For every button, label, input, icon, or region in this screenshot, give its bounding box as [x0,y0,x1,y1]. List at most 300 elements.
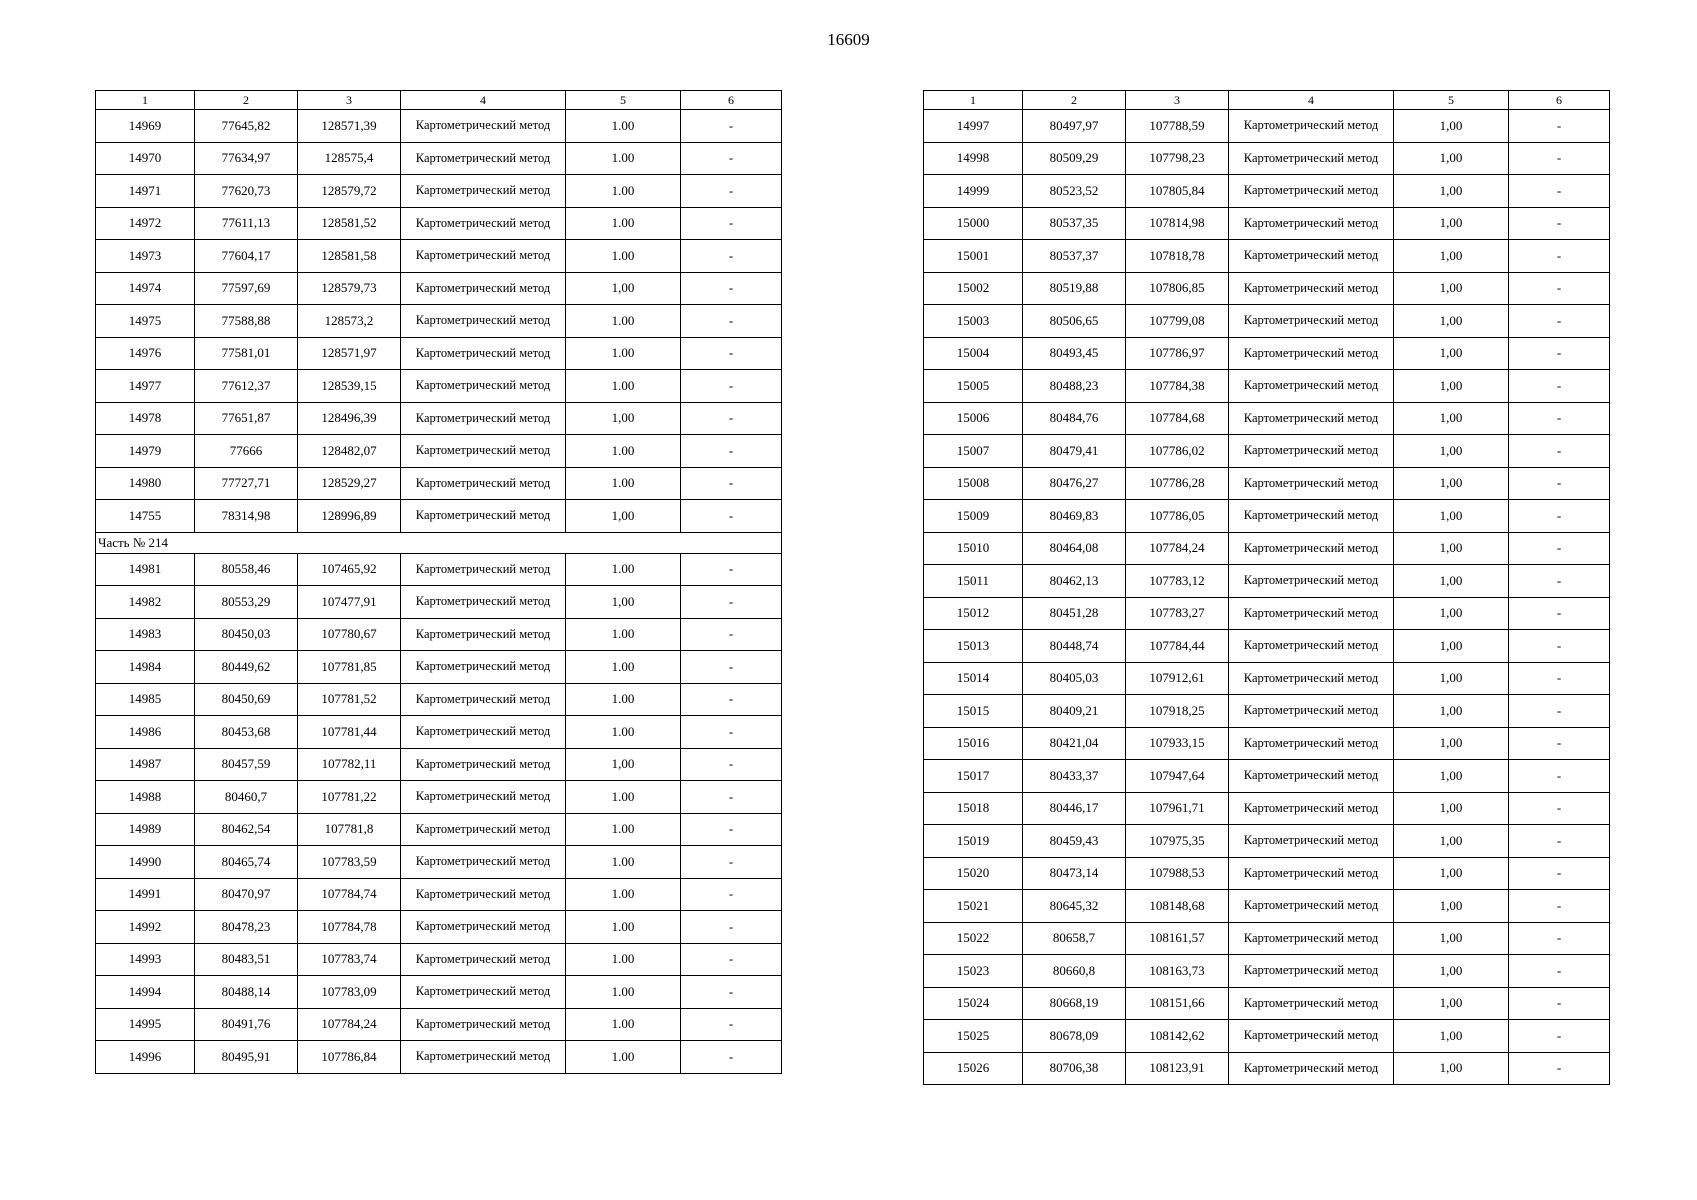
accuracy-cell: 1,00 [566,586,681,619]
method-cell: Картометрический метод [401,370,566,403]
description-cell: - [681,110,782,143]
point-number-cell: 14983 [96,618,195,651]
point-number-cell: 14982 [96,586,195,619]
x-coordinate-cell: 80523,52 [1023,175,1126,208]
point-number-cell: 15024 [924,987,1023,1020]
method-cell: Картометрический метод [1229,890,1394,923]
accuracy-cell: 1.00 [566,651,681,684]
method-cell: Картометрический метод [401,911,566,944]
x-coordinate-cell: 80668,19 [1023,987,1126,1020]
point-number-cell: 15014 [924,662,1023,695]
point-number-cell: 15005 [924,370,1023,403]
point-number-cell: 15022 [924,922,1023,955]
description-cell: - [681,500,782,533]
x-coordinate-cell: 80678,09 [1023,1020,1126,1053]
description-cell: - [1509,337,1610,370]
accuracy-cell: 1,00 [1394,597,1509,630]
method-cell: Картометрический метод [401,110,566,143]
point-number-cell: 15015 [924,695,1023,728]
accuracy-cell: 1.00 [566,240,681,273]
point-number-cell: 15020 [924,857,1023,890]
description-cell: - [681,402,782,435]
accuracy-cell: 1.00 [566,911,681,944]
description-cell: - [1509,467,1610,500]
description-cell: - [681,553,782,586]
method-cell: Картометрический метод [1229,337,1394,370]
method-cell: Картометрический метод [401,716,566,749]
section-row [96,532,782,553]
accuracy-cell: 1,00 [1394,890,1509,923]
column-header: 2 [1023,91,1126,110]
point-number-cell: 14976 [96,337,195,370]
method-cell: Картометрический метод [1229,987,1394,1020]
method-cell: Картометрический метод [401,337,566,370]
description-cell: - [681,911,782,944]
x-coordinate-cell: 80448,74 [1023,630,1126,663]
accuracy-cell: 1,00 [1394,857,1509,890]
point-number-cell: 15025 [924,1020,1023,1053]
method-cell: Картометрический метод [1229,922,1394,955]
y-coordinate-cell: 107781,22 [298,781,401,814]
point-number-cell: 15008 [924,467,1023,500]
y-coordinate-cell: 107784,68 [1126,402,1229,435]
method-cell: Картометрический метод [401,943,566,976]
description-cell: - [1509,175,1610,208]
x-coordinate-cell: 80450,03 [195,618,298,651]
y-coordinate-cell: 107784,78 [298,911,401,944]
description-cell: - [1509,955,1610,988]
description-cell: - [681,337,782,370]
method-cell: Картометрический метод [401,976,566,1009]
description-cell: - [1509,760,1610,793]
x-coordinate-cell: 80450,69 [195,683,298,716]
accuracy-cell: 1,00 [1394,272,1509,305]
x-coordinate-cell: 80473,14 [1023,857,1126,890]
accuracy-cell: 1,00 [1394,922,1509,955]
accuracy-cell: 1,00 [1394,532,1509,565]
y-coordinate-cell: 107786,84 [298,1041,401,1074]
table-row [924,662,1610,695]
point-number-cell: 15007 [924,435,1023,468]
point-number-cell: 15000 [924,207,1023,240]
point-number-cell: 14992 [96,911,195,944]
table-row [924,727,1610,760]
table-row [924,597,1610,630]
table-row [96,716,782,749]
table-row [924,110,1610,143]
description-cell: - [681,305,782,338]
point-number-cell: 15003 [924,305,1023,338]
table-row [924,890,1610,923]
y-coordinate-cell: 128573,2 [298,305,401,338]
description-cell: - [1509,857,1610,890]
point-number-cell: 14984 [96,651,195,684]
accuracy-cell: 1.00 [566,943,681,976]
column-header: 5 [1394,91,1509,110]
description-cell: - [1509,207,1610,240]
description-cell: - [681,272,782,305]
table-row [96,683,782,716]
accuracy-cell: 1,00 [1394,955,1509,988]
table-row [924,435,1610,468]
table-row [924,207,1610,240]
x-coordinate-cell: 77597,69 [195,272,298,305]
table-row [96,402,782,435]
x-coordinate-cell: 80451,28 [1023,597,1126,630]
y-coordinate-cell: 107784,38 [1126,370,1229,403]
point-number-cell: 15009 [924,500,1023,533]
y-coordinate-cell: 107818,78 [1126,240,1229,273]
method-cell: Картометрический метод [1229,435,1394,468]
description-cell: - [681,976,782,1009]
header-row [96,91,782,110]
method-cell: Картометрический метод [401,651,566,684]
accuracy-cell: 1,00 [1394,337,1509,370]
point-number-cell: 14985 [96,683,195,716]
y-coordinate-cell: 107781,44 [298,716,401,749]
accuracy-cell: 1,00 [1394,565,1509,598]
method-cell: Картометрический метод [1229,565,1394,598]
table-row [96,878,782,911]
method-cell: Картометрический метод [401,846,566,879]
y-coordinate-cell: 107799,08 [1126,305,1229,338]
point-number-cell: 14974 [96,272,195,305]
x-coordinate-cell: 80479,41 [1023,435,1126,468]
y-coordinate-cell: 108123,91 [1126,1052,1229,1085]
method-cell: Картометрический метод [1229,272,1394,305]
description-cell: - [1509,370,1610,403]
method-cell: Картометрический метод [401,500,566,533]
y-coordinate-cell: 128571,39 [298,110,401,143]
x-coordinate-cell: 80449,62 [195,651,298,684]
method-cell: Картометрический метод [401,781,566,814]
y-coordinate-cell: 128539,15 [298,370,401,403]
y-coordinate-cell: 128581,58 [298,240,401,273]
accuracy-cell: 1,00 [566,272,681,305]
method-cell: Картометрический метод [1229,955,1394,988]
x-coordinate-cell: 80519,88 [1023,272,1126,305]
x-coordinate-cell: 77634,97 [195,142,298,175]
table-row [96,976,782,1009]
point-number-cell: 15021 [924,890,1023,923]
description-cell: - [1509,987,1610,1020]
accuracy-cell: 1,00 [566,500,681,533]
point-number-cell: 14994 [96,976,195,1009]
table-row [96,467,782,500]
description-cell: - [681,846,782,879]
description-cell: - [681,586,782,619]
accuracy-cell: 1.00 [566,878,681,911]
x-coordinate-cell: 80488,23 [1023,370,1126,403]
y-coordinate-cell: 107786,97 [1126,337,1229,370]
description-cell: - [681,618,782,651]
table-row [924,987,1610,1020]
table-row [96,748,782,781]
accuracy-cell: 1.00 [566,553,681,586]
description-cell: - [681,1041,782,1074]
table-row [924,792,1610,825]
method-cell: Картометрический метод [401,748,566,781]
table-row [924,1020,1610,1053]
point-number-cell: 15018 [924,792,1023,825]
header-row [924,91,1610,110]
table-row [924,402,1610,435]
point-number-cell: 14995 [96,1008,195,1041]
y-coordinate-cell: 107947,64 [1126,760,1229,793]
table-row [924,825,1610,858]
description-cell: - [1509,305,1610,338]
accuracy-cell: 1.00 [566,370,681,403]
description-cell: - [1509,240,1610,273]
method-cell: Картометрический метод [1229,1052,1394,1085]
method-cell: Картометрический метод [401,467,566,500]
description-cell: - [681,175,782,208]
y-coordinate-cell: 107784,74 [298,878,401,911]
column-header: 4 [401,91,566,110]
y-coordinate-cell: 107781,8 [298,813,401,846]
x-coordinate-cell: 77620,73 [195,175,298,208]
column-header: 4 [1229,91,1394,110]
table-row [96,618,782,651]
method-cell: Картометрический метод [401,1041,566,1074]
table-row [96,651,782,684]
y-coordinate-cell: 128581,52 [298,207,401,240]
y-coordinate-cell: 107784,44 [1126,630,1229,663]
y-coordinate-cell: 107788,59 [1126,110,1229,143]
x-coordinate-cell: 80470,97 [195,878,298,911]
x-coordinate-cell: 80645,32 [1023,890,1126,923]
x-coordinate-cell: 80453,68 [195,716,298,749]
x-coordinate-cell: 80457,59 [195,748,298,781]
x-coordinate-cell: 80506,65 [1023,305,1126,338]
method-cell: Картометрический метод [1229,370,1394,403]
method-cell: Картометрический метод [1229,857,1394,890]
point-number-cell: 15016 [924,727,1023,760]
accuracy-cell: 1,00 [566,748,681,781]
accuracy-cell: 1.00 [566,618,681,651]
x-coordinate-cell: 77604,17 [195,240,298,273]
x-coordinate-cell: 80493,45 [1023,337,1126,370]
accuracy-cell: 1.00 [566,781,681,814]
description-cell: - [1509,792,1610,825]
method-cell: Картометрический метод [1229,110,1394,143]
accuracy-cell: 1,00 [1394,142,1509,175]
point-number-cell: 15001 [924,240,1023,273]
point-number-cell: 14755 [96,500,195,533]
y-coordinate-cell: 107786,05 [1126,500,1229,533]
accuracy-cell: 1.00 [566,846,681,879]
description-cell: - [1509,435,1610,468]
method-cell: Картометрический метод [401,813,566,846]
description-cell: - [1509,695,1610,728]
table-row [96,240,782,273]
method-cell: Картометрический метод [1229,825,1394,858]
accuracy-cell: 1,00 [1394,207,1509,240]
method-cell: Картометрический метод [401,272,566,305]
y-coordinate-cell: 128579,73 [298,272,401,305]
point-number-cell: 14981 [96,553,195,586]
y-coordinate-cell: 128529,27 [298,467,401,500]
method-cell: Картометрический метод [1229,630,1394,663]
point-number-cell: 14978 [96,402,195,435]
accuracy-cell: 1.00 [566,716,681,749]
table-row [96,110,782,143]
point-number-cell: 15019 [924,825,1023,858]
point-number-cell: 15011 [924,565,1023,598]
x-coordinate-cell: 77611,13 [195,207,298,240]
description-cell: - [681,651,782,684]
accuracy-cell: 1,00 [1394,435,1509,468]
x-coordinate-cell: 80491,76 [195,1008,298,1041]
y-coordinate-cell: 107465,92 [298,553,401,586]
method-cell: Картометрический метод [401,618,566,651]
y-coordinate-cell: 107988,53 [1126,857,1229,890]
method-cell: Картометрический метод [401,207,566,240]
column-header: 1 [96,91,195,110]
table-row [96,142,782,175]
table-row [96,846,782,879]
y-coordinate-cell: 128579,72 [298,175,401,208]
x-coordinate-cell: 80553,29 [195,586,298,619]
table-row [96,435,782,468]
x-coordinate-cell: 77581,01 [195,337,298,370]
method-cell: Картометрический метод [401,683,566,716]
table-row [96,305,782,338]
point-number-cell: 14979 [96,435,195,468]
right-coordinate-table [923,90,1610,1085]
description-cell: - [681,1008,782,1041]
table-row [96,500,782,533]
x-coordinate-cell: 80446,17 [1023,792,1126,825]
method-cell: Картометрический метод [1229,402,1394,435]
description-cell: - [1509,825,1610,858]
x-coordinate-cell: 80421,04 [1023,727,1126,760]
accuracy-cell: 1,00 [1394,760,1509,793]
description-cell: - [1509,1052,1610,1085]
y-coordinate-cell: 107783,27 [1126,597,1229,630]
x-coordinate-cell: 80464,08 [1023,532,1126,565]
accuracy-cell: 1,00 [1394,987,1509,1020]
description-cell: - [681,467,782,500]
x-coordinate-cell: 80405,03 [1023,662,1126,695]
point-number-cell: 15002 [924,272,1023,305]
method-cell: Картометрический метод [1229,500,1394,533]
accuracy-cell: 1,00 [1394,240,1509,273]
accuracy-cell: 1,00 [1394,727,1509,760]
accuracy-cell: 1.00 [566,683,681,716]
table-row [96,207,782,240]
x-coordinate-cell: 80537,37 [1023,240,1126,273]
method-cell: Картометрический метод [1229,597,1394,630]
x-coordinate-cell: 77612,37 [195,370,298,403]
method-cell: Картометрический метод [1229,792,1394,825]
description-cell: - [681,370,782,403]
y-coordinate-cell: 108161,57 [1126,922,1229,955]
description-cell: - [681,142,782,175]
description-cell: - [681,781,782,814]
x-coordinate-cell: 77588,88 [195,305,298,338]
table-row [96,1041,782,1074]
accuracy-cell: 1.00 [566,110,681,143]
method-cell: Картометрический метод [1229,305,1394,338]
point-number-cell: 14988 [96,781,195,814]
description-cell: - [1509,565,1610,598]
x-coordinate-cell: 80488,14 [195,976,298,1009]
accuracy-cell: 1,00 [1394,175,1509,208]
y-coordinate-cell: 107780,67 [298,618,401,651]
table-row [924,305,1610,338]
point-number-cell: 15010 [924,532,1023,565]
y-coordinate-cell: 107783,74 [298,943,401,976]
table-row [924,337,1610,370]
y-coordinate-cell: 108148,68 [1126,890,1229,923]
accuracy-cell: 1.00 [566,1041,681,1074]
y-coordinate-cell: 107918,25 [1126,695,1229,728]
y-coordinate-cell: 108163,73 [1126,955,1229,988]
table-row [924,532,1610,565]
table-row [96,272,782,305]
y-coordinate-cell: 107806,85 [1126,272,1229,305]
accuracy-cell: 1,00 [1394,825,1509,858]
y-coordinate-cell: 107798,23 [1126,142,1229,175]
column-header: 3 [298,91,401,110]
method-cell: Картометрический метод [401,878,566,911]
method-cell: Картометрический метод [401,305,566,338]
y-coordinate-cell: 108151,66 [1126,987,1229,1020]
point-number-cell: 15006 [924,402,1023,435]
accuracy-cell: 1,00 [1394,110,1509,143]
table-row [924,695,1610,728]
y-coordinate-cell: 128996,89 [298,500,401,533]
accuracy-cell: 1,00 [1394,467,1509,500]
description-cell: - [681,683,782,716]
method-cell: Картометрический метод [401,586,566,619]
column-header: 5 [566,91,681,110]
y-coordinate-cell: 107783,09 [298,976,401,1009]
table-row [924,1052,1610,1085]
point-number-cell: 14973 [96,240,195,273]
table-row [96,175,782,208]
description-cell: - [1509,532,1610,565]
point-number-cell: 15012 [924,597,1023,630]
y-coordinate-cell: 107783,12 [1126,565,1229,598]
point-number-cell: 14970 [96,142,195,175]
y-coordinate-cell: 107781,52 [298,683,401,716]
column-header: 6 [1509,91,1610,110]
description-cell: - [1509,500,1610,533]
y-coordinate-cell: 107783,59 [298,846,401,879]
table-row [924,370,1610,403]
description-cell: - [1509,402,1610,435]
accuracy-cell: 1,00 [566,402,681,435]
y-coordinate-cell: 107805,84 [1126,175,1229,208]
point-number-cell: 14990 [96,846,195,879]
accuracy-cell: 1.00 [566,305,681,338]
method-cell: Картометрический метод [401,175,566,208]
description-cell: - [681,813,782,846]
method-cell: Картометрический метод [1229,207,1394,240]
accuracy-cell: 1.00 [566,142,681,175]
point-number-cell: 14986 [96,716,195,749]
point-number-cell: 14977 [96,370,195,403]
description-cell: - [1509,1020,1610,1053]
accuracy-cell: 1,00 [1394,662,1509,695]
description-cell: - [1509,110,1610,143]
accuracy-cell: 1.00 [566,337,681,370]
description-cell: - [681,748,782,781]
table-row [924,272,1610,305]
table-row [924,240,1610,273]
